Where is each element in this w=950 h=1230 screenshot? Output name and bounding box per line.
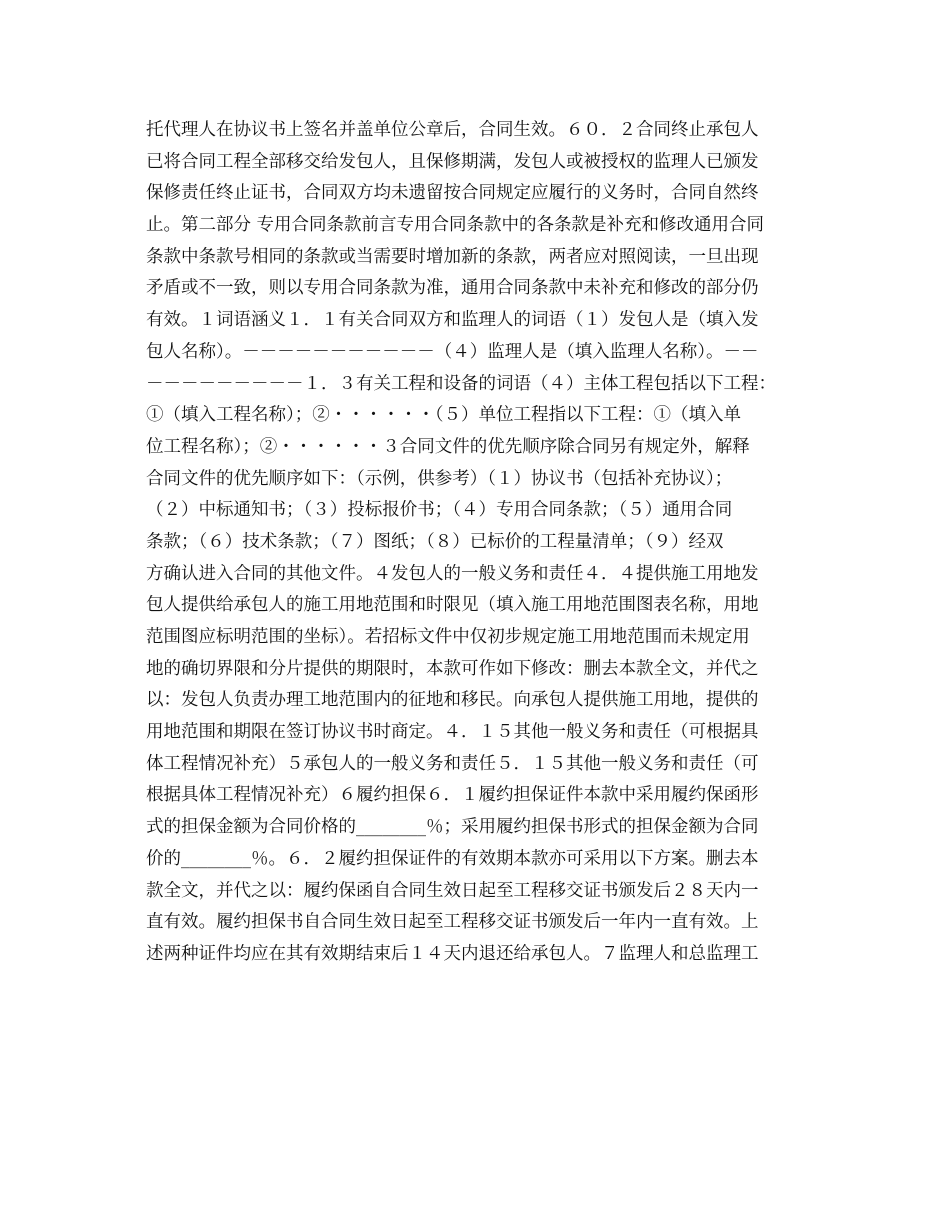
text-line: 条款中条款号相同的条款或当需要时增加新的条款，两者应对照阅读，一旦出现 xyxy=(146,246,759,267)
text-line: 体工程情况补充）５承包人的一般义务和责任５．１５其他一般义务和责任（可 xyxy=(146,753,759,774)
text-line: 矛盾或不一致，则以专用合同条款为准，通用合同条款中未补充和修改的部分仍 xyxy=(146,278,759,299)
body-text xyxy=(146,115,816,971)
text-line: 以：发包人负责办理工地范围内的征地和移民。向承包人提供施工用地，提供的 xyxy=(146,690,759,711)
text-line: 范围图应标明范围的坐标）。若招标文件中仅初步规定施工用地范围而未规定用 xyxy=(146,627,750,647)
text-line: 述两种证件均应在其有效期结束后１４天内退还给承包人。７监理人和总监理工 xyxy=(146,943,759,964)
text-line: 式的担保金额为合同价格的________％；采用履约担保书形式的担保金额为合同 xyxy=(146,817,759,838)
text-line: 价的________％。６．２履约担保证件的有效期本款亦可采用以下方案。删去本 xyxy=(146,848,759,869)
text-line: 位工程名称）；②・・・・・・３合同文件的优先顺序除合同另有规定外，解释 xyxy=(146,436,750,457)
text-line: 条款；（６）技术条款；（７）图纸；（８）已标价的工程量清单；（９）经双 xyxy=(146,531,724,552)
text-line: 根据具体工程情况补充）６履约担保６．１履约担保证件本款中采用履约保函形 xyxy=(146,785,759,806)
text-line: 合同文件的优先顺序如下：（示例，供参考）（１）协议书（包括补充协议）； xyxy=(146,468,733,489)
text-line: 方确认进入合同的其他文件。４发包人的一般义务和责任４．４提供施工用地发 xyxy=(146,563,759,584)
text-line: 包人名称）。－－－－－－－－－－－（４）监理人是（填入监理人名称）。－－ xyxy=(146,341,759,362)
text-line: 止。第二部分 专用合同条款前言专用合同条款中的各条款是补充和修改通用合同 xyxy=(146,215,765,236)
text-line: 用地范围和期限在签订协议书时商定。４．１５其他一般义务和责任（可根据具 xyxy=(146,722,759,743)
text-line: 直有效。履约担保书自合同生效日起至工程移交证书颁发后一年内一直有效。上 xyxy=(146,912,759,933)
text-line: 保修责任终止证书，合同双方均未遗留按合同规定应履行的义务时，合同自然终 xyxy=(146,183,759,204)
text-line: ①（填入工程名称）；②・・・・・・（５）单位工程指以下工程：①（填入单 xyxy=(146,405,741,426)
text-line: －－－－－－－－－１．３有关工程和设备的词语（４）主体工程包括以下工程： xyxy=(146,373,776,394)
text-line: 已将合同工程全部移交给发包人，且保修期满，发包人或被授权的监理人已颁发 xyxy=(146,151,759,172)
text-line: 款全文，并代之以：履约保函自合同生效日起至工程移交证书颁发后２８天内一 xyxy=(146,880,759,901)
text-line: 包人提供给承包人的施工用地范围和时限见（填入施工用地范围图表名称，用地 xyxy=(146,595,759,616)
text-line: 托代理人在协议书上签名并盖单位公章后，合同生效。６０．２合同终止承包人 xyxy=(146,120,759,140)
text-line: 有效。１词语涵义１．１有关合同双方和监理人的词语（１）发包人是（填入发 xyxy=(146,310,759,331)
text-line: 地的确切界限和分片提供的期限时，本款可作如下修改：删去本款全文，并代之 xyxy=(146,658,759,679)
text-line: （２）中标通知书；（３）投标报价书；（４）专用合同条款；（５）通用合同 xyxy=(146,500,733,521)
